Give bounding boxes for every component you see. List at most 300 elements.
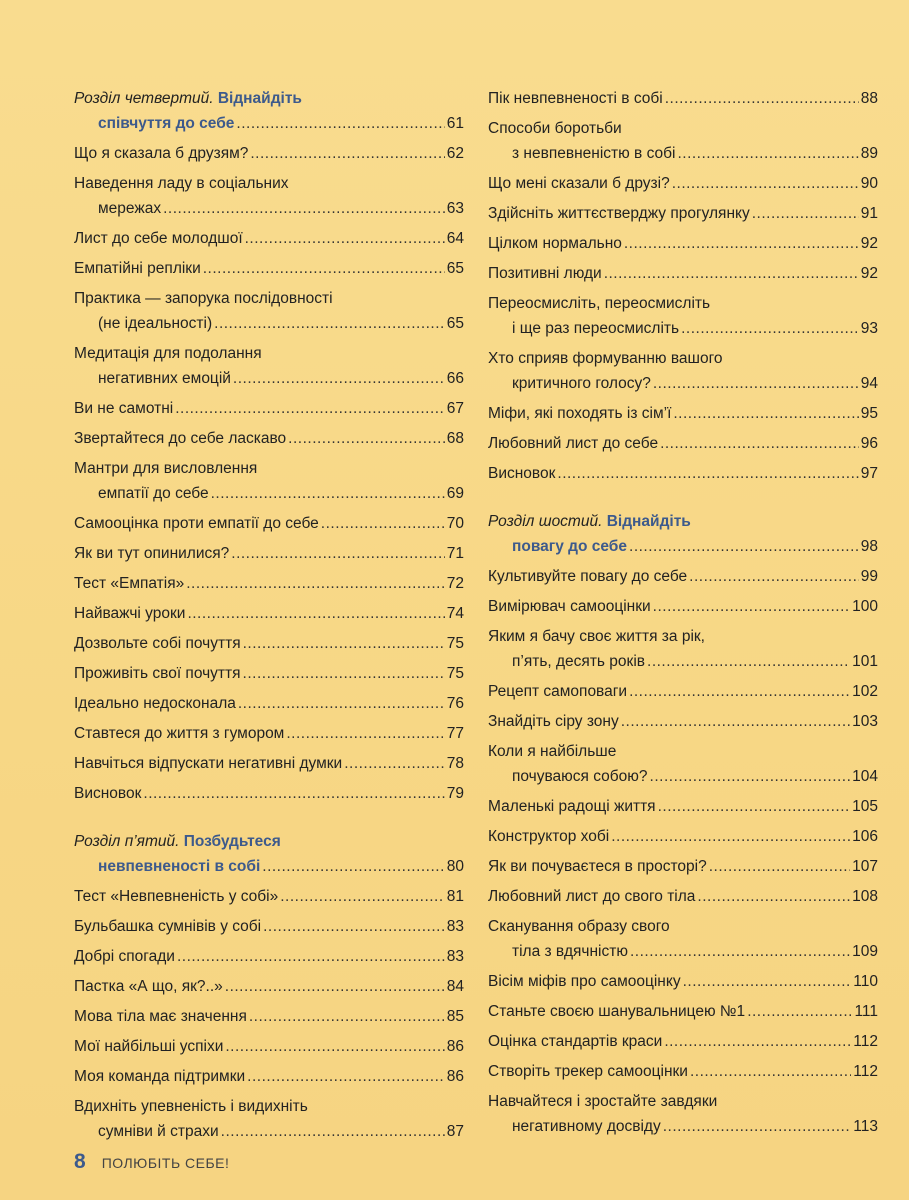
page-ref: 99 <box>860 568 878 585</box>
page-ref: 88 <box>860 90 878 107</box>
dot-leader <box>690 1059 851 1084</box>
toc-entry[interactable] <box>74 511 464 536</box>
dot-leader <box>243 631 445 656</box>
entry-line <box>74 341 464 366</box>
dot-leader <box>203 256 445 281</box>
toc-chapter-heading[interactable] <box>488 509 878 559</box>
entry-title: (не ідеальності) <box>98 315 213 332</box>
dot-leader <box>752 201 859 226</box>
dot-leader <box>630 939 850 964</box>
page-ref: 67 <box>446 400 464 417</box>
entry-title: Конструктор хобі <box>488 828 610 845</box>
dot-leader <box>233 366 445 391</box>
toc-entry[interactable] <box>488 201 878 226</box>
dot-leader <box>629 679 850 704</box>
toc-entry[interactable] <box>74 1094 464 1144</box>
dot-leader <box>249 1004 445 1029</box>
page-ref: 76 <box>446 695 464 712</box>
toc-entry[interactable] <box>74 661 464 686</box>
entry-title: Маленькі радощі життя <box>488 798 656 815</box>
toc-entry[interactable] <box>488 116 878 166</box>
entry-line <box>488 739 878 764</box>
page-ref: 106 <box>852 828 878 845</box>
page-ref: 112 <box>853 1063 878 1080</box>
entry-title: Тест «Емпатія» <box>74 575 185 592</box>
entry-line <box>488 914 878 939</box>
dot-leader <box>647 649 850 674</box>
page-number: 8 <box>74 1150 86 1173</box>
entry-title: Пік невпевненості в собі <box>488 90 663 107</box>
entry-title: Знайдіть сіру зону <box>488 713 619 730</box>
page-ref: 109 <box>852 943 878 960</box>
page-ref: 74 <box>446 605 464 622</box>
entry-line <box>74 751 464 776</box>
entry-line <box>74 426 464 451</box>
entry-title: Добрі спогади <box>74 948 175 965</box>
toc-entry[interactable] <box>488 1029 878 1054</box>
toc-entry[interactable] <box>74 426 464 451</box>
chapter-title: Віднайдіть <box>606 513 691 530</box>
entry-line <box>488 231 878 256</box>
page-ref: 66 <box>446 370 464 387</box>
page-ref: 101 <box>852 653 878 670</box>
page-ref: 91 <box>860 205 878 222</box>
toc-entry[interactable] <box>488 709 878 734</box>
toc-entry[interactable] <box>74 1004 464 1029</box>
page-ref: 78 <box>446 755 464 772</box>
dot-leader <box>177 944 445 969</box>
entry-line <box>488 594 878 619</box>
entry-line <box>488 431 878 456</box>
entry-line <box>74 914 464 939</box>
dot-leader <box>250 141 444 166</box>
page-ref: 86 <box>446 1068 464 1085</box>
toc-entry[interactable] <box>74 541 464 566</box>
toc-entry[interactable] <box>74 1064 464 1089</box>
entry-line <box>488 884 878 909</box>
page-ref: 95 <box>860 405 878 422</box>
entry-title: Станьте своєю шанувальницею №1 <box>488 1003 746 1020</box>
toc-entry[interactable] <box>488 794 878 819</box>
toc-entry[interactable] <box>74 141 464 166</box>
dot-leader <box>624 231 859 256</box>
dot-leader <box>321 511 445 536</box>
dot-leader <box>689 564 859 589</box>
entry-title: Проживіть свої почуття <box>74 665 241 682</box>
entry-title: Пастка «А що, як?..» <box>74 978 223 995</box>
page-ref: 113 <box>853 1118 878 1135</box>
dot-leader <box>211 481 445 506</box>
entry-line <box>74 226 464 251</box>
entry-title: тіла з вдячністю <box>512 943 628 960</box>
page-ref: 89 <box>860 145 878 162</box>
page-ref: 65 <box>446 260 464 277</box>
entry-title: сумніви й страхи <box>98 1123 219 1140</box>
chapter-first-line <box>74 86 464 111</box>
dot-leader <box>653 371 859 396</box>
page-ref: 98 <box>860 538 878 555</box>
dot-leader <box>214 311 445 336</box>
toc-entry[interactable] <box>488 884 878 909</box>
entry-title: Дозвольте собі почуття <box>74 635 241 652</box>
chapter-label: Розділ четвертий. <box>74 90 214 107</box>
dot-leader <box>243 661 445 686</box>
entry-line <box>74 721 464 746</box>
toc-entry[interactable] <box>74 341 464 391</box>
entry-line <box>488 624 878 649</box>
dot-leader <box>681 316 859 341</box>
entry-line <box>488 649 878 674</box>
entry-line <box>74 396 464 421</box>
page-ref: 61 <box>446 115 464 132</box>
toc-entry[interactable] <box>488 854 878 879</box>
entry-title: Коли я найбільше <box>488 743 617 760</box>
entry-title: Бульбашка сумнівів у собі <box>74 918 262 935</box>
dot-leader <box>263 914 445 939</box>
page-ref: 102 <box>852 683 878 700</box>
entry-title: Навчіться відпускати негативні думки <box>74 755 343 772</box>
toc-entry[interactable] <box>488 291 878 341</box>
entry-title: Яким я бачу своє життя за рік, <box>488 628 705 645</box>
page-ref: 108 <box>852 888 878 905</box>
entry-title: Переосмисліть, переосмисліть <box>488 295 711 312</box>
toc-entry[interactable] <box>74 1034 464 1059</box>
entry-title: Як ви тут опинилися? <box>74 545 230 562</box>
toc-entry[interactable] <box>488 594 878 619</box>
toc-entry[interactable] <box>488 171 878 196</box>
page-ref: 92 <box>860 265 878 282</box>
page-ref: 75 <box>446 635 464 652</box>
page-ref: 72 <box>446 575 464 592</box>
dot-leader <box>663 1114 852 1139</box>
dot-leader <box>653 594 850 619</box>
page-ref: 71 <box>446 545 464 562</box>
page-ref: 69 <box>446 485 464 502</box>
toc-entry[interactable] <box>74 884 464 909</box>
dot-leader <box>660 431 859 456</box>
toc-entry[interactable] <box>488 431 878 456</box>
dot-leader <box>262 854 444 879</box>
entry-line <box>74 974 464 999</box>
page-ref: 112 <box>853 1033 878 1050</box>
chapter-second-line <box>74 854 464 879</box>
page-ref: 70 <box>446 515 464 532</box>
entry-line <box>488 201 878 226</box>
chapter-second-line <box>74 111 464 136</box>
toc-entry[interactable] <box>74 631 464 656</box>
toc-chapter-heading[interactable] <box>74 829 464 879</box>
entry-title: Ви не самотні <box>74 400 174 417</box>
entry-title: емпатії до себе <box>98 485 209 502</box>
page-ref: 64 <box>446 230 464 247</box>
chapter-title: Позбудьтеся <box>183 833 281 850</box>
toc-entry[interactable] <box>488 969 878 994</box>
running-title: ПОЛЮБІТЬ СЕБЕ! <box>101 1155 230 1171</box>
toc-entry[interactable] <box>74 396 464 421</box>
page-ref: 84 <box>446 978 464 995</box>
toc-entry[interactable] <box>488 914 878 964</box>
toc-entry[interactable] <box>488 231 878 256</box>
page-ref: 80 <box>446 858 464 875</box>
entry-title: Створіть трекер самооцінки <box>488 1063 688 1080</box>
toc-entry[interactable] <box>488 261 878 286</box>
toc-entry[interactable] <box>488 999 878 1024</box>
dot-leader <box>621 709 850 734</box>
toc-entry[interactable] <box>74 601 464 626</box>
entry-title: Що мені сказали б друзі? <box>488 175 670 192</box>
entry-title: Лист до себе молодшої <box>74 230 243 247</box>
entry-line <box>74 1064 464 1089</box>
entry-title: Що я сказала б друзям? <box>74 145 249 162</box>
toc-entry[interactable] <box>74 751 464 776</box>
entry-line <box>488 764 878 789</box>
entry-title: Вісім міфів про самооцінку <box>488 973 681 990</box>
entry-line <box>74 141 464 166</box>
entry-title: Звертайтеся до себе ласкаво <box>74 430 287 447</box>
entry-line <box>74 286 464 311</box>
entry-title: Висновок <box>74 785 142 802</box>
chapter-first-line <box>488 509 878 534</box>
page-ref: 75 <box>446 665 464 682</box>
entry-title: Емпатійні репліки <box>74 260 201 277</box>
section-gap <box>74 811 464 829</box>
entry-line <box>488 316 878 341</box>
dot-leader <box>231 541 444 566</box>
dot-leader <box>683 969 852 994</box>
page-ref: 77 <box>446 725 464 742</box>
toc-entry[interactable] <box>488 739 878 789</box>
entry-title: Культивуйте повагу до себе <box>488 568 688 585</box>
entry-line <box>488 679 878 704</box>
entry-line <box>74 944 464 969</box>
entry-title: Хто сприяв формуванню вашого <box>488 350 723 367</box>
page-footer <box>74 1150 229 1174</box>
section-gap <box>488 491 878 509</box>
entry-title: Медитація для подолання <box>74 345 262 362</box>
entry-line <box>488 291 878 316</box>
chapter-title-continued: невпевненості в собі <box>98 858 261 875</box>
toc-entry[interactable] <box>74 691 464 716</box>
page-ref: 100 <box>852 598 878 615</box>
toc-entry[interactable] <box>74 944 464 969</box>
page-ref: 96 <box>860 435 878 452</box>
entry-line <box>488 371 878 396</box>
dot-leader <box>221 1119 445 1144</box>
entry-title: Ідеально недосконала <box>74 695 236 712</box>
chapter-second-line <box>488 534 878 559</box>
entry-line <box>488 461 878 486</box>
entry-title: мережах <box>98 200 162 217</box>
entry-line <box>74 456 464 481</box>
entry-title: Любовний лист до себе <box>488 435 659 452</box>
page-ref: 87 <box>446 1123 464 1140</box>
dot-leader <box>677 141 858 166</box>
chapter-title-continued: співчуття до себе <box>98 115 235 132</box>
page-ref: 94 <box>860 375 878 392</box>
entry-title: Як ви почуваєтеся в просторі? <box>488 858 707 875</box>
entry-line <box>74 661 464 686</box>
entry-title: Моя команда підтримки <box>74 1068 246 1085</box>
page-ref: 110 <box>853 973 878 990</box>
entry-title: негативному досвіду <box>512 1118 661 1135</box>
entry-line <box>488 1059 878 1084</box>
entry-line <box>488 86 878 111</box>
entry-line <box>488 401 878 426</box>
toc-entry[interactable] <box>488 1059 878 1084</box>
toc-column-left <box>74 86 464 1149</box>
entry-line <box>488 999 878 1024</box>
entry-line <box>74 311 464 336</box>
toc-entry[interactable] <box>74 781 464 806</box>
entry-line <box>74 1094 464 1119</box>
toc-entry[interactable] <box>488 86 878 111</box>
dot-leader <box>697 884 850 909</box>
dot-leader <box>629 534 859 559</box>
toc-entry[interactable] <box>74 974 464 999</box>
entry-line <box>488 854 878 879</box>
entry-line <box>74 1119 464 1144</box>
toc-entry[interactable] <box>488 624 878 674</box>
entry-line <box>74 631 464 656</box>
dot-leader <box>611 824 850 849</box>
entry-title: п’ять, десять років <box>512 653 646 670</box>
entry-title: Мантри для висловлення <box>74 460 258 477</box>
entry-title: Висновок <box>488 465 556 482</box>
entry-title: Практика — запорука послідовності <box>74 290 333 307</box>
entry-title: почуваюся собою? <box>512 768 648 785</box>
entry-title: Оцінка стандартів краси <box>488 1033 663 1050</box>
dot-leader <box>672 171 859 196</box>
page-ref: 103 <box>852 713 878 730</box>
entry-line <box>488 1114 878 1139</box>
entry-line <box>488 824 878 849</box>
toc-entry[interactable] <box>74 226 464 251</box>
entry-line <box>74 511 464 536</box>
toc-entry[interactable] <box>74 171 464 221</box>
toc-entry[interactable] <box>74 914 464 939</box>
page-ref: 63 <box>446 200 464 217</box>
entry-title: критичного голосу? <box>512 375 651 392</box>
entry-line <box>488 564 878 589</box>
entry-title: Мої найбільші успіхи <box>74 1038 224 1055</box>
dot-leader <box>225 1034 444 1059</box>
page-ref: 85 <box>446 1008 464 1025</box>
entry-title: Ставтеся до життя з гумором <box>74 725 285 742</box>
entry-title: Позитивні люди <box>488 265 602 282</box>
entry-title: Самооцінка проти емпатії до себе <box>74 515 319 532</box>
dot-leader <box>665 86 859 111</box>
toc-entry[interactable] <box>74 256 464 281</box>
page-ref: 93 <box>860 320 878 337</box>
entry-line <box>74 781 464 806</box>
dot-leader <box>280 884 445 909</box>
entry-line <box>488 141 878 166</box>
toc-entry[interactable] <box>488 346 878 396</box>
entry-title: і ще раз переосмисліть <box>512 320 680 337</box>
entry-line <box>74 256 464 281</box>
page-ref: 65 <box>446 315 464 332</box>
entry-line <box>488 709 878 734</box>
entry-line <box>488 939 878 964</box>
entry-title: Навчайтеся і зростайте завдяки <box>488 1093 718 1110</box>
page-ref: 81 <box>446 888 464 905</box>
entry-title: Способи боротьби <box>488 120 622 137</box>
toc-entry[interactable] <box>488 1089 878 1139</box>
dot-leader <box>187 601 444 626</box>
dot-leader <box>175 396 445 421</box>
toc-entry[interactable] <box>488 824 878 849</box>
toc-entry[interactable] <box>488 679 878 704</box>
entry-title: Любовний лист до свого тіла <box>488 888 696 905</box>
entry-line <box>488 794 878 819</box>
dot-leader <box>247 1064 445 1089</box>
dot-leader <box>709 854 850 879</box>
entry-title: Вдихніть упевненість і видихніть <box>74 1098 308 1115</box>
dot-leader <box>286 721 444 746</box>
chapter-title-continued: повагу до себе <box>512 538 628 555</box>
page-ref: 111 <box>854 1003 878 1020</box>
entry-title: Міфи, які походять із сім’ї <box>488 405 672 422</box>
dot-leader <box>664 1029 851 1054</box>
entry-line <box>74 571 464 596</box>
dot-leader <box>650 764 851 789</box>
page-ref: 86 <box>446 1038 464 1055</box>
entry-title: Тест «Невпевненість у собі» <box>74 888 279 905</box>
dot-leader <box>163 196 445 221</box>
entry-title: Найважчі уроки <box>74 605 186 622</box>
entry-title: з невпевненістю в собі <box>512 145 676 162</box>
toc-chapter-heading[interactable] <box>74 86 464 136</box>
toc-entry[interactable] <box>488 461 878 486</box>
dot-leader <box>236 111 444 136</box>
entry-line <box>488 969 878 994</box>
entry-title: Рецепт самоповаги <box>488 683 628 700</box>
entry-line <box>488 1089 878 1114</box>
page-ref: 83 <box>446 948 464 965</box>
page-ref: 68 <box>446 430 464 447</box>
chapter-first-line <box>74 829 464 854</box>
toc-entry[interactable] <box>74 571 464 596</box>
toc-entry[interactable] <box>488 401 878 426</box>
dot-leader <box>604 261 859 286</box>
entry-title: Наведення ладу в соціальних <box>74 175 289 192</box>
toc-entry[interactable] <box>74 456 464 506</box>
entry-line <box>488 1029 878 1054</box>
toc-entry[interactable] <box>488 564 878 589</box>
entry-line <box>488 116 878 141</box>
dot-leader <box>186 571 445 596</box>
page-ref: 83 <box>446 918 464 935</box>
entry-line <box>74 196 464 221</box>
toc-entry[interactable] <box>74 286 464 336</box>
page-ref: 90 <box>860 175 878 192</box>
entry-line <box>74 366 464 391</box>
page-ref: 97 <box>860 465 878 482</box>
dot-leader <box>288 426 445 451</box>
entry-line <box>74 171 464 196</box>
entry-title: Вимірювач самооцінки <box>488 598 651 615</box>
chapter-label: Розділ шостий. <box>488 513 603 530</box>
toc-entry[interactable] <box>74 721 464 746</box>
entry-title: Здійсніть життєстверджу прогулянку <box>488 205 750 222</box>
entry-line <box>488 171 878 196</box>
chapter-title: Віднайдіть <box>217 90 302 107</box>
chapter-label: Розділ п’ятий. <box>74 833 180 850</box>
entry-title: негативних емоцій <box>98 370 231 387</box>
entry-line <box>488 346 878 371</box>
entry-line <box>74 691 464 716</box>
dot-leader <box>747 999 852 1024</box>
